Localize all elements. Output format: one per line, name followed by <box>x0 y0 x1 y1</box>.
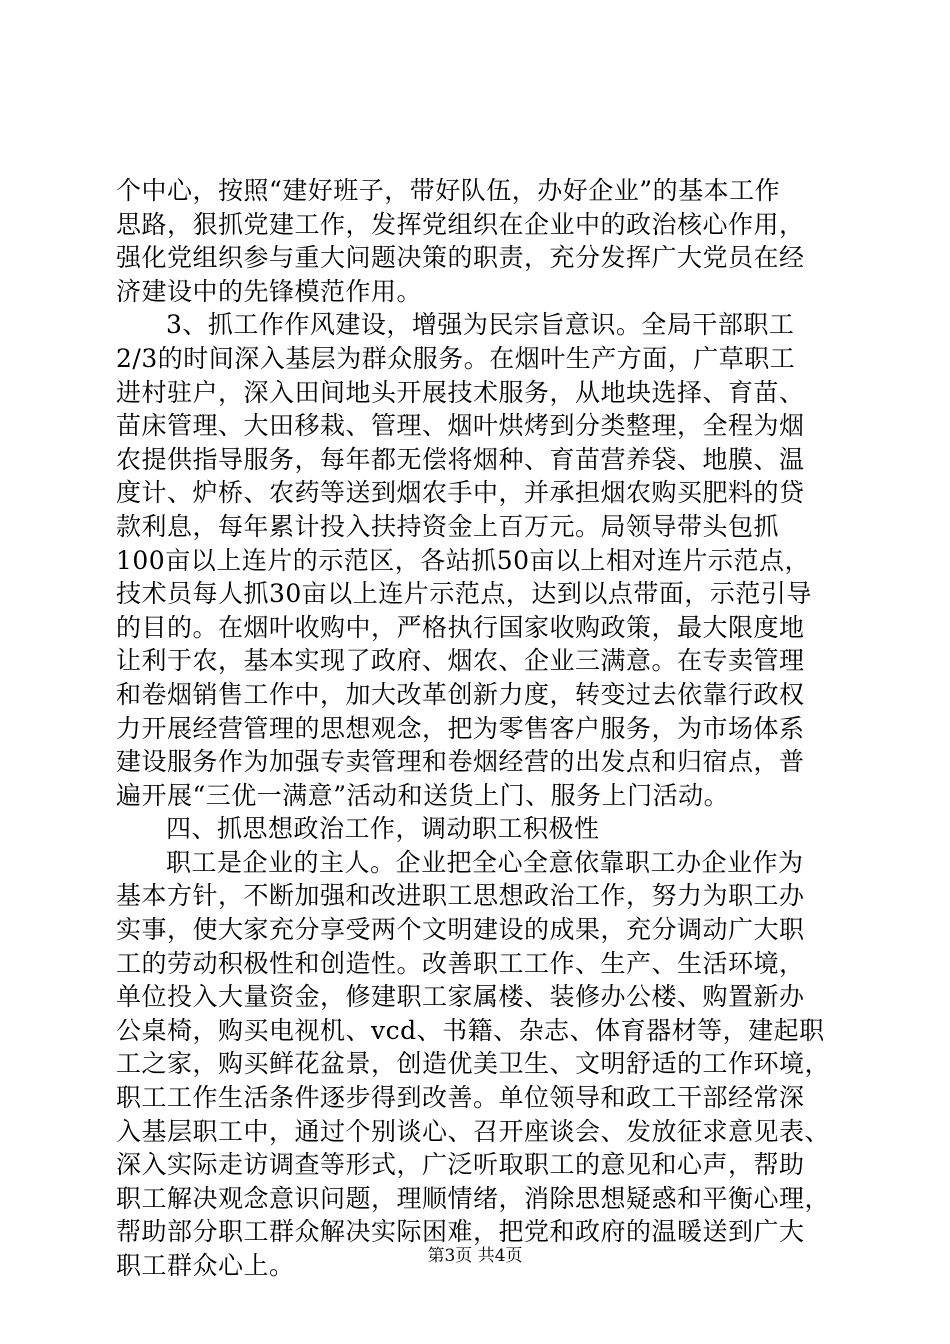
text-line: 强化党组织参与重大问题决策的职责，充分发挥广大党员在经 <box>116 243 805 273</box>
text-line: 农提供指导服务，每年都无偿将烟种、育苗营养袋、地膜、温 <box>116 444 805 474</box>
text-line: 让利于农，基本实现了政府、烟农、企业三满意。在专卖管理 <box>116 646 805 676</box>
text-line: 职工工作生活条件逐步得到改善。单位领导和政工干部经常深 <box>116 1083 805 1113</box>
text-line: 思路，狠抓党建工作，发挥党组织在企业中的政治核心作用， <box>116 209 805 239</box>
document-body <box>116 174 834 1283</box>
text-line: 进村驻户，深入田间地头开展技术服务，从地块选择、育苗、 <box>116 377 805 407</box>
text-line: 建设服务作为加强专卖管理和卷烟经营的出发点和归宿点，普 <box>116 747 805 777</box>
text-line: 3、抓工作作风建设，增强为民宗旨意识。全局干部职工 <box>166 310 795 340</box>
text-line: 款利息，每年累计投入扶持资金上百万元。局领导带头包抓 <box>116 511 780 541</box>
text-line: 度计、炉桥、农药等送到烟农手中，并承担烟农购买肥料的贷 <box>116 478 805 508</box>
text-line: 济建设中的先锋模范作用。 <box>116 276 423 306</box>
text-line: 力开展经营管理的思想观念，把为零售客户服务，为市场体系 <box>116 713 805 743</box>
text-line: 个中心，按照“建好班子，带好队伍，办好企业”的基本工作 <box>116 176 781 205</box>
text-line: 帮助部分职工群众解决实际困难，把党和政府的温暖送到广大 <box>116 1217 805 1247</box>
text-line: 职工是企业的主人。企业把全心全意依靠职工办企业作为 <box>166 847 804 877</box>
text-line: 职工群众心上。 <box>116 1251 295 1280</box>
page-footer: 第3页 共4页 <box>427 1246 523 1266</box>
text-line: 基本方针，不断加强和改进职工思想政治工作，努力为职工办 <box>116 881 805 911</box>
text-line: 100亩以上连片的示范区，各站抓50亩以上相对连片示范点， <box>116 545 811 575</box>
text-line: 技术员每人抓30亩以上连片示范点，达到以点带面，示范引导 <box>116 579 812 609</box>
text-line: 单位投入大量资金，修建职工家属楼、装修办公楼、购置新办 <box>116 982 805 1012</box>
text-line: 四、抓思想政治工作，调动职工积极性 <box>166 814 600 844</box>
text-line: 2/3的时间深入基层为群众服务。在烟叶生产方面，广草职工 <box>116 343 796 373</box>
text-line: 工之家，购买鲜花盆景，创造优美卫生、文明舒适的工作环境， <box>116 1049 831 1079</box>
text-line: 深入实际走访调查等形式，广泛听取职工的意见和心声，帮助 <box>116 1150 805 1180</box>
text-line: 的目的。在烟叶收购中，严格执行国家收购政策，最大限度地 <box>116 612 805 642</box>
text-line: 实事，使大家充分享受两个文明建设的成果，充分调动广大职 <box>116 915 805 945</box>
text-line: 遍开展“三优一满意”活动和送货上门、服务上门活动。 <box>116 780 730 810</box>
text-line: 和卷烟销售工作中，加大改革创新力度，转变过去依靠行政权 <box>116 679 805 709</box>
text-line: 职工解决观念意识问题，理顺情绪，消除思想疑惑和平衡心理， <box>116 1183 831 1213</box>
text-line: 入基层职工中，通过个别谈心、召开座谈会、发放征求意见表、 <box>116 1116 831 1146</box>
text-line: 苗床管理、大田移栽、管理、烟叶烘烤到分类整理，全程为烟 <box>116 411 805 441</box>
text-line: 工的劳动积极性和创造性。改善职工工作、生产、生活环境， <box>116 948 805 978</box>
text-line: 公桌椅，购买电视机、vcd、书籍、杂志、体育器材等，建起职 <box>116 1015 825 1045</box>
